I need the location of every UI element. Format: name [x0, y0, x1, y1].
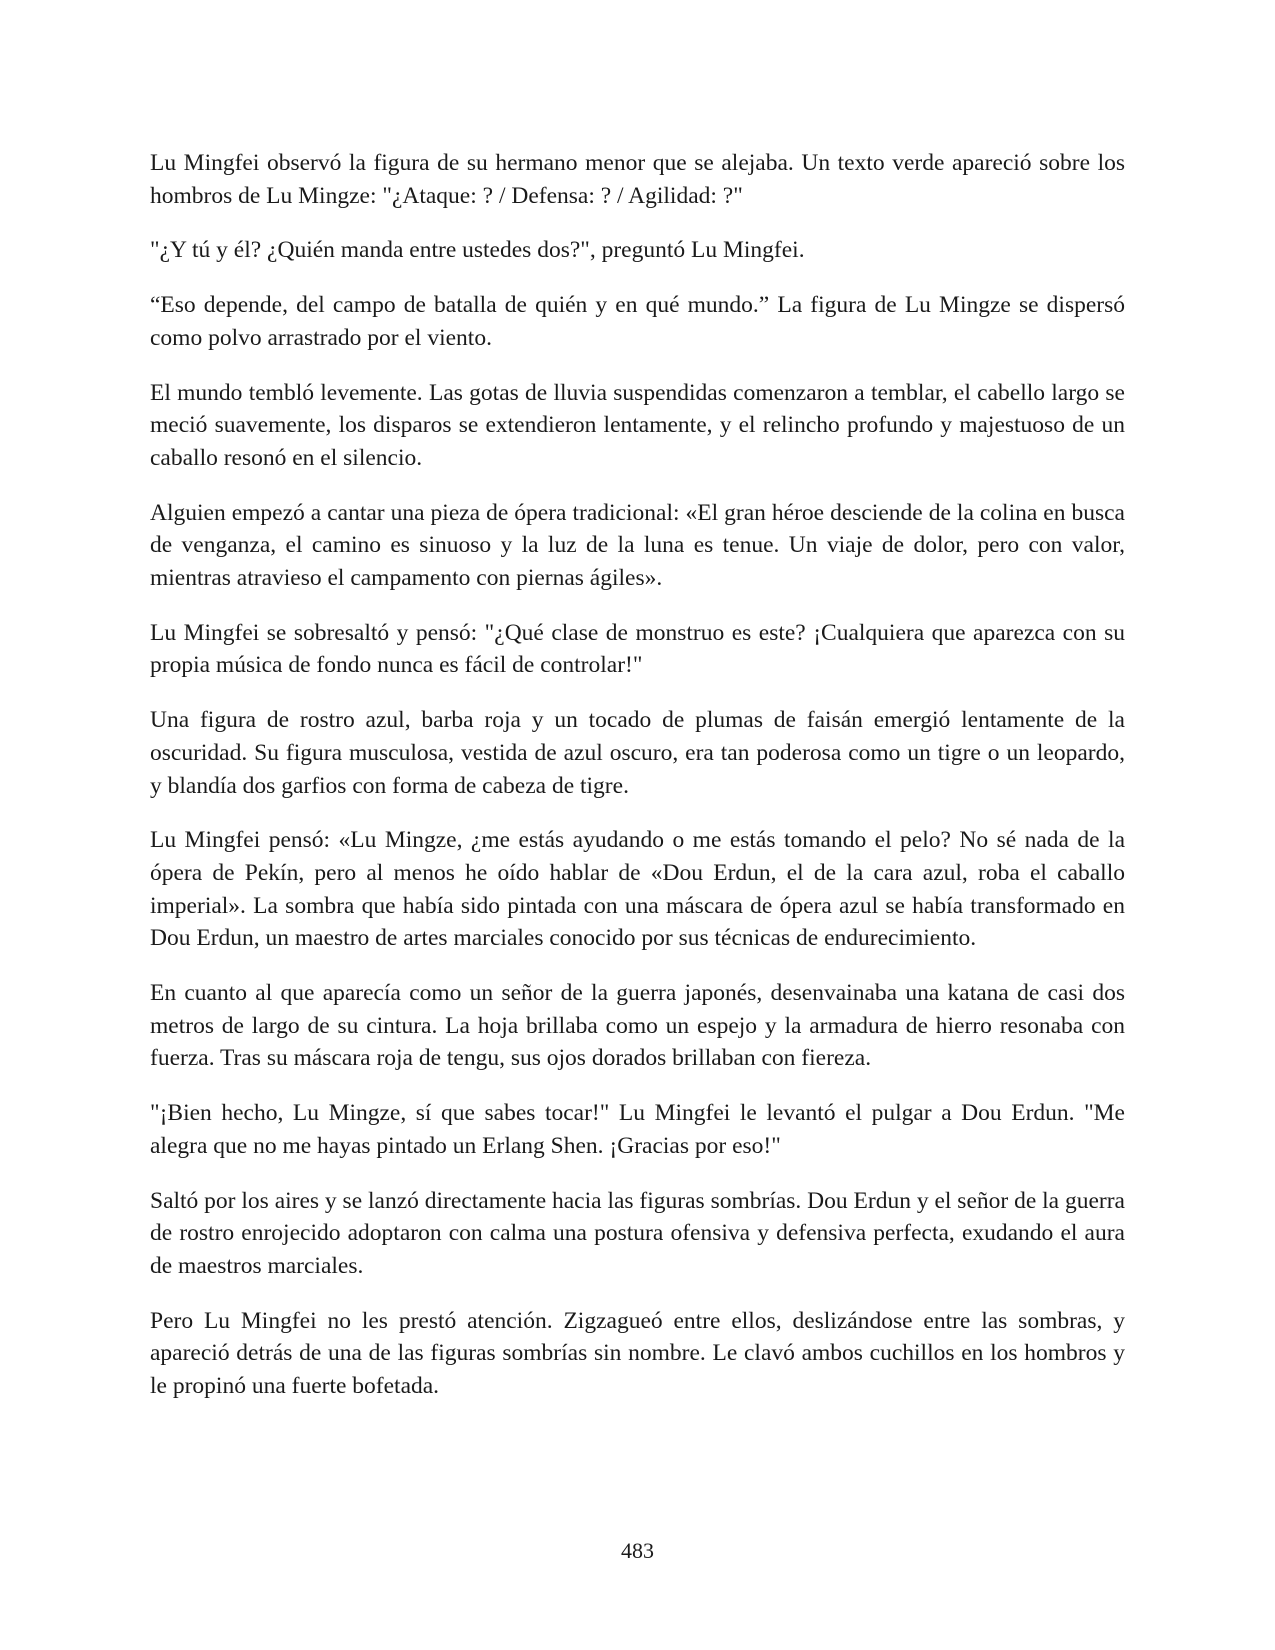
page-body: [150, 147, 1125, 1425]
paragraph: Una figura de rostro azul, barba roja y un tocado de plumas de faisán emergió lentamente de la oscuridad. Su figura musculosa, vestida de azul oscuro, era tan poderosa como un tigre o un leopardo, y blandía dos garfios con forma de cabeza de tigre.: [150, 707, 1125, 799]
paragraph: "¡Bien hecho, Lu Mingze, sí que sabes tocar!" Lu Mingfei le levantó el pulgar a Dou Erdun. "Me alegra que no me hayas pintado un Erlang Shen. ¡Gracias por eso!": [150, 1100, 1125, 1159]
paragraph: En cuanto al que aparecía como un señor de la guerra japonés, desenvainaba una katana de casi dos metros de largo de su cintura. La hoja brillaba como un espejo y la armadura de hierro resonaba con fuerza. Tras su máscara roja de tengu, sus ojos dorados brillaban con fiereza.: [150, 980, 1125, 1072]
paragraph: El mundo tembló levemente. Las gotas de lluvia suspendidas comenzaron a temblar, el cabello largo se meció suavemente, los disparos se extendieron lentamente, y el relincho profundo y majestuoso de un caballo resonó en el silencio.: [150, 379, 1125, 471]
paragraph: "¿Y tú y él? ¿Quién manda entre ustedes dos?", preguntó Lu Mingfei.: [150, 237, 805, 264]
paragraph: Lu Mingfei observó la figura de su hermano menor que se alejaba. Un texto verde apareció sobre los hombros de Lu Mingze: "¿Ataque: ? / Defensa: ? / Agilidad: ?": [150, 150, 1125, 209]
paragraph: “Eso depende, del campo de batalla de quién y en qué mundo.” La figura de Lu Mingze se dispersó como polvo arrastrado por el viento.: [150, 292, 1125, 351]
paragraph: Lu Mingfei se sobresaltó y pensó: "¿Qué clase de monstruo es este? ¡Cualquiera que aparezca con su propia música de fondo nunca es fácil de controlar!": [150, 619, 1125, 679]
paragraph: Lu Mingfei pensó: «Lu Mingze, ¿me estás ayudando o me estás tomando el pelo? No sé nada de la ópera de Pekín, pero al menos he oído hablar de «Dou Erdun, el de la cara azul, roba el caballo imperial». La sombra que había sido pintada con una máscara de ópera azul se había transformado en Dou Erdun, un maestro de artes marciales conocido por sus técnicas de endurecimiento.: [150, 827, 1125, 952]
paragraph: Saltó por los aires y se lanzó directamente hacia las figuras sombrías. Dou Erdun y el señor de la guerra de rostro enrojecido adoptaron con calma una postura ofensiva y defensiva perfecta, exudando el aura de maestros marciales.: [150, 1187, 1125, 1279]
page-number: 483: [621, 1538, 654, 1563]
paragraph: Alguien empezó a cantar una pieza de ópera tradicional: «El gran héroe desciende de la colina en busca de venganza, el camino es sinuoso y la luz de la luna es tenue. Un viaje de dolor, pero con valor, mientras atravieso el campamento con piernas ágiles».: [150, 499, 1125, 592]
paragraph: Pero Lu Mingfei no les prestó atención. Zigzagueó entre ellos, deslizándose entre las sombras, y apareció detrás de una de las figuras sombrías sin nombre. Le clavó ambos cuchillos en los hombros y le propinó una fuerte bofetada.: [150, 1307, 1125, 1400]
